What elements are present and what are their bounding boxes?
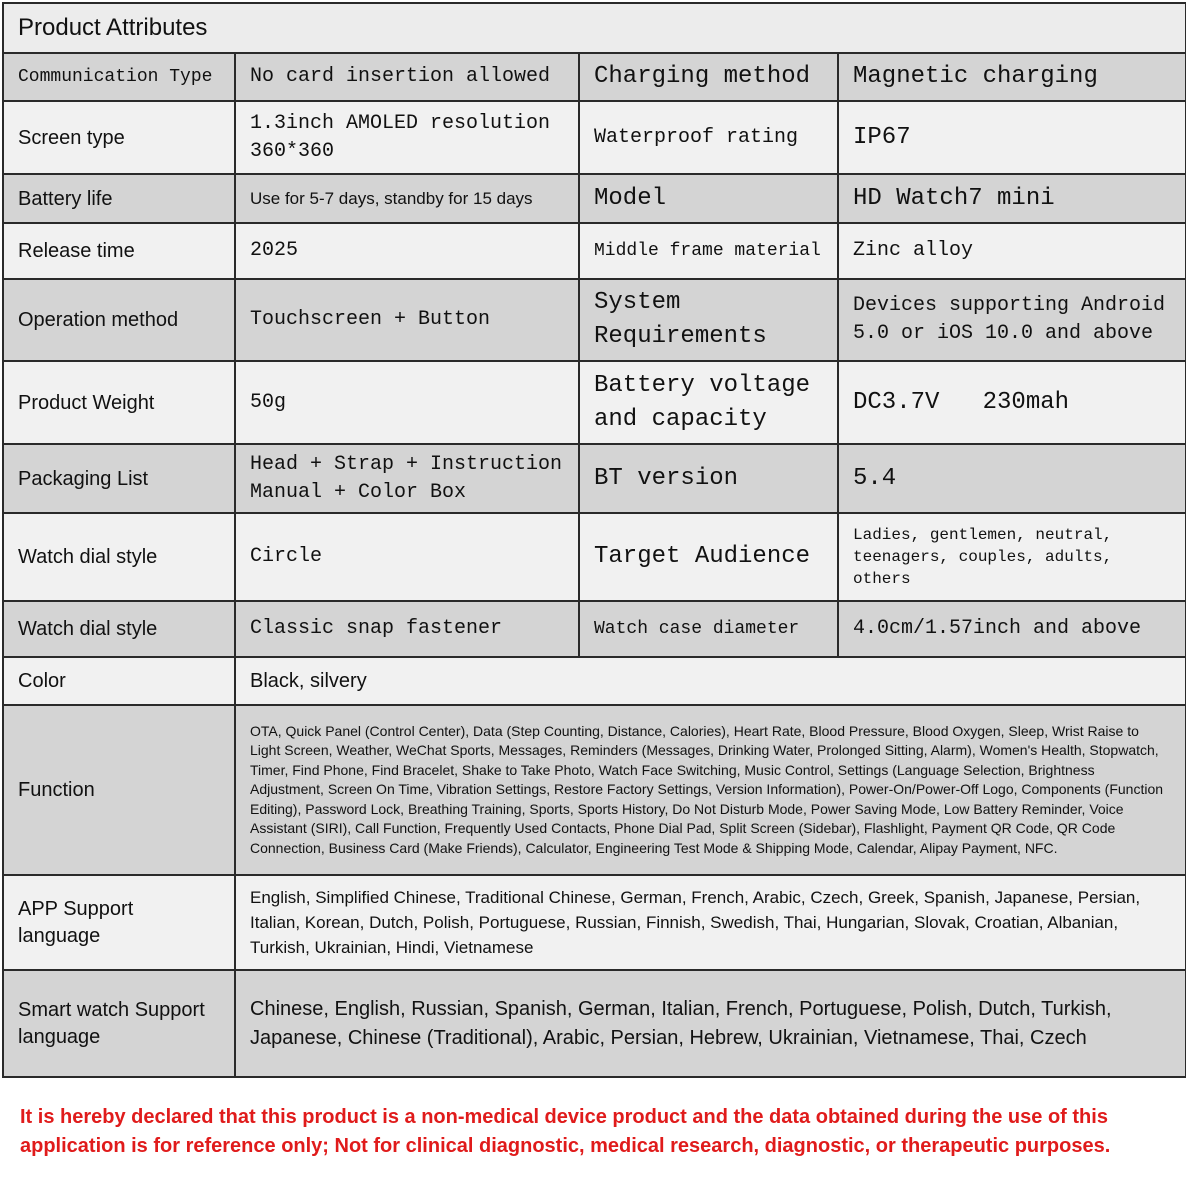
attr-label: Communication Type xyxy=(3,53,235,101)
attr-value: No card insertion allowed xyxy=(235,53,579,101)
attr-label: Color xyxy=(3,657,235,705)
attr-value-2: 4.0cm/1.57inch and above xyxy=(838,601,1186,657)
attr-label-2: Waterproof rating xyxy=(579,101,838,174)
table-row xyxy=(3,705,1186,875)
attr-value: OTA, Quick Panel (Control Center), Data (Step Counting, Distance, Calories), Heart Rate, Blood Pressure, Blood Oxygen, Sleep, Wrist Raise to Light Screen, Weather, WeChat Sports, Messages, Reminders (Messages, Drinking Water, Prolonged Sitting, Alarm), Women's Health, Stopwatch, Timer, Find Phone, Find Bracelet, Shake to Take Photo, Watch Face Switching, Music Control, Settings (Language Selection, Brightness Adjustment, Screen On Time, Vibration Settings, Restore Factory Settings, Version Information), Power-On/Power-Off Logo, Components (Function Editing), Password Lock, Breathing Training, Sports, Sports History, Do Not Disturb Mode, Power Saving Mode, Low Battery Reminder, Voice Assistant (SIRI), Call Function, Frequently Used Contacts, Phone Dial Pad, Split Screen (Sidebar), Flashlight, Payment QR Code, QR Code Connection, Business Card (Make Friends), Calculator, Engineering Test Mode & Shipping Mode, Calendar, Alipay Payment, NFC. xyxy=(235,705,1186,875)
table-row xyxy=(3,174,1186,223)
table-row xyxy=(3,513,1186,601)
table-row xyxy=(3,875,1186,970)
attr-value: English, Simplified Chinese, Traditional Chinese, German, French, Arabic, Czech, Greek, Spanish, Japanese, Persian, Italian, Korean, Dutch, Polish, Portuguese, Russian, Finnish, Swedish, Thai, Hungarian, Slovak, Croatian, Albanian, Turkish, Ukrainian, Hindi, Vietnamese xyxy=(235,875,1186,970)
table-row xyxy=(3,279,1186,361)
table-row xyxy=(3,361,1186,444)
attr-value: 1.3inch AMOLED resolution 360*360 xyxy=(235,101,579,174)
attr-value: Circle xyxy=(235,513,579,601)
attr-label: APP Support language xyxy=(3,875,235,970)
attr-value: Classic snap fastener xyxy=(235,601,579,657)
attr-label-2: Target Audience xyxy=(579,513,838,601)
table-row xyxy=(3,223,1186,279)
attr-label: Operation method xyxy=(3,279,235,361)
attr-value-2: 5.4 xyxy=(838,444,1186,513)
attr-label: Product Weight xyxy=(3,361,235,444)
attr-label: Battery life xyxy=(3,174,235,223)
attr-value-2: Devices supporting Android 5.0 or iOS 10.0 and above xyxy=(838,279,1186,361)
attr-value: Touchscreen + Button xyxy=(235,279,579,361)
title-row xyxy=(3,3,1186,53)
table-row xyxy=(3,444,1186,513)
attr-label: Release time xyxy=(3,223,235,279)
attr-value-2: HD Watch7 mini xyxy=(838,174,1186,223)
attr-label-2: Middle frame material xyxy=(579,223,838,279)
attr-value-2: Magnetic charging xyxy=(838,53,1186,101)
disclaimer-text: It is hereby declared that this product is a non-medical device product and the data obtained during the use of this application is for reference only; Not for clinical diagnostic, medical research, diagnostic, or therapeutic purposes. xyxy=(20,1106,1111,1157)
table-row xyxy=(3,101,1186,174)
attr-value-2: Ladies, gentlemen, neutral, teenagers, couples, adults, others xyxy=(838,513,1186,601)
attr-value-2: DC3.7V 230mah xyxy=(838,361,1186,444)
attr-value: 2025 xyxy=(235,223,579,279)
attributes-table xyxy=(2,2,1186,1078)
attr-value: Chinese, English, Russian, Spanish, German, Italian, French, Portuguese, Polish, Dutch, Turkish, Japanese, Chinese (Traditional), Arabic, Persian, Hebrew, Ukrainian, Vietnamese, Thai, Czech xyxy=(235,970,1186,1077)
attr-label: Watch dial style xyxy=(3,513,235,601)
attr-label-2: BT version xyxy=(579,444,838,513)
attr-label: Packaging List xyxy=(3,444,235,513)
attr-value-2: IP67 xyxy=(838,101,1186,174)
attr-value: Head + Strap + Instruction Manual + Color Box xyxy=(235,444,579,513)
attr-value: Black, silvery xyxy=(235,657,1186,705)
attr-label: Function xyxy=(3,705,235,875)
table-title: Product Attributes xyxy=(3,3,1186,53)
attr-label: Screen type xyxy=(3,101,235,174)
attr-label: Watch dial style xyxy=(3,601,235,657)
attr-label-2: Battery voltage and capacity xyxy=(579,361,838,444)
product-attributes-sheet xyxy=(2,2,1185,1078)
table-row xyxy=(3,53,1186,101)
attr-label-2: Model xyxy=(579,174,838,223)
attr-label-2: Watch case diameter xyxy=(579,601,838,657)
attr-label-2: System Requirements xyxy=(579,279,838,361)
attr-value-2: Zinc alloy xyxy=(838,223,1186,279)
table-row xyxy=(3,657,1186,705)
table-row xyxy=(3,601,1186,657)
attr-value: 50g xyxy=(235,361,579,444)
attr-label: Smart watch Support language xyxy=(3,970,235,1077)
attr-value: Use for 5-7 days, standby for 15 days xyxy=(235,174,579,223)
attr-label-2: Charging method xyxy=(579,53,838,101)
table-row xyxy=(3,970,1186,1077)
